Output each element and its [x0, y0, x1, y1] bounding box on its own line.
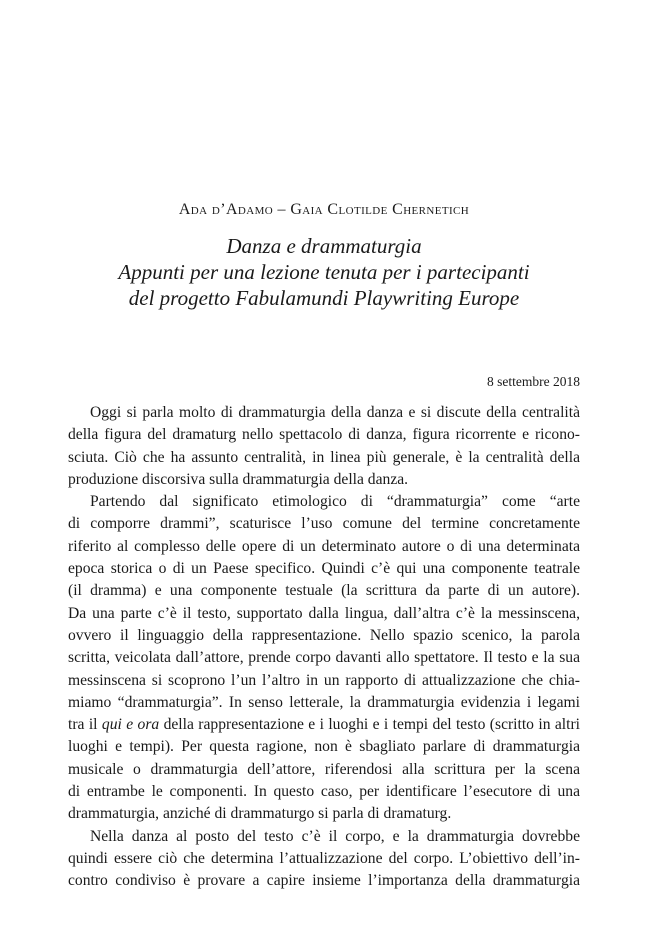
- body-line: di entrambe le componenti. In questo caso, per identificare l’esecutore di una: [68, 783, 580, 801]
- body-line: Da una parte c’è il testo, supportato dalla lingua, dall’altra c’è la messinscena,: [68, 604, 580, 622]
- body-line: epoca storica o di un Paese specifico. Quindi c’è qui una componente teatrale: [68, 560, 580, 578]
- body-line: quindi essere ciò che determina l’attualizzazione del corpo. L’obiettivo dell’in-: [68, 849, 580, 867]
- body-line: (il dramma) e una componente testuale (la scrittura da parte di un autore).: [68, 582, 580, 600]
- body-line: Oggi si parla molto di drammaturgia della danza e si discute della centralità: [90, 404, 580, 421]
- body-line: scritta, veicolata dall’attore, prende corpo davanti allo spettatore. Il testo e la sua: [68, 649, 580, 667]
- authors-line: Ada d’Adamo – Gaia Clotilde Chernetich: [178, 201, 470, 218]
- body-line-with-italic: [68, 714, 580, 736]
- body-line: della figura del dramaturg nello spettacolo di danza, figura ricorrente e ricono-: [68, 426, 580, 444]
- document-date: 8 settembre 2018: [487, 374, 580, 389]
- body-line: musicale o drammaturgia dell’attore, riferendosi alla scrittura per la scena: [68, 760, 580, 778]
- body-text-segment: tra il: [68, 716, 102, 734]
- body-line: Partendo dal significato etimologico di “drammaturgia” come “arte: [90, 493, 580, 511]
- body-line: ovvero il linguaggio della rappresentazione. Nello spazio scenico, la parola: [68, 626, 580, 644]
- body-text: [68, 402, 580, 893]
- body-line: contro condiviso è provare a capire insieme l’importanza della drammaturgia: [68, 872, 580, 890]
- body-line: messinscena si scoprono l’un l’altro in un rapporto di attualizzazione che chia-: [68, 671, 580, 689]
- body-text-segment: della rappresentazione e i luoghi e i tempi del testo (scritto in altri: [159, 716, 580, 734]
- body-line: sciuta. Ciò che ha assunto centralità, in linea più generale, è la centralità della: [68, 448, 580, 466]
- document-page: [68, 0, 580, 940]
- body-line: di comporre drammi”, scaturisce l’uso comune del termine concretamente: [68, 515, 580, 533]
- body-line: riferito al complesso delle opere di un determinato autore o di una determinata: [68, 537, 580, 555]
- body-line: Nella danza al posto del testo c’è il corpo, e la drammaturgia dovrebbe: [90, 827, 580, 845]
- body-line: miamo “drammaturgia”. In senso letterale, la drammaturgia evidenzia i legami: [68, 693, 580, 711]
- body-line: produzione discorsiva sulla drammaturgia della danza.: [68, 470, 409, 488]
- title-line-1: Danza e drammaturgia: [226, 234, 422, 258]
- document-title: [68, 233, 580, 311]
- title-line-2: Appunti per una lezione tenuta per i partecipanti: [118, 260, 530, 284]
- italic-phrase: qui e ora: [101, 716, 160, 734]
- title-line-3: del progetto Fabulamundi Playwriting Europe: [128, 286, 520, 310]
- body-line: luoghi e tempi). Per questa ragione, non è sbagliato parlare di drammaturgia: [68, 738, 580, 756]
- body-line: drammaturgia, anziché di drammaturgo si parla di dramaturg.: [68, 805, 452, 823]
